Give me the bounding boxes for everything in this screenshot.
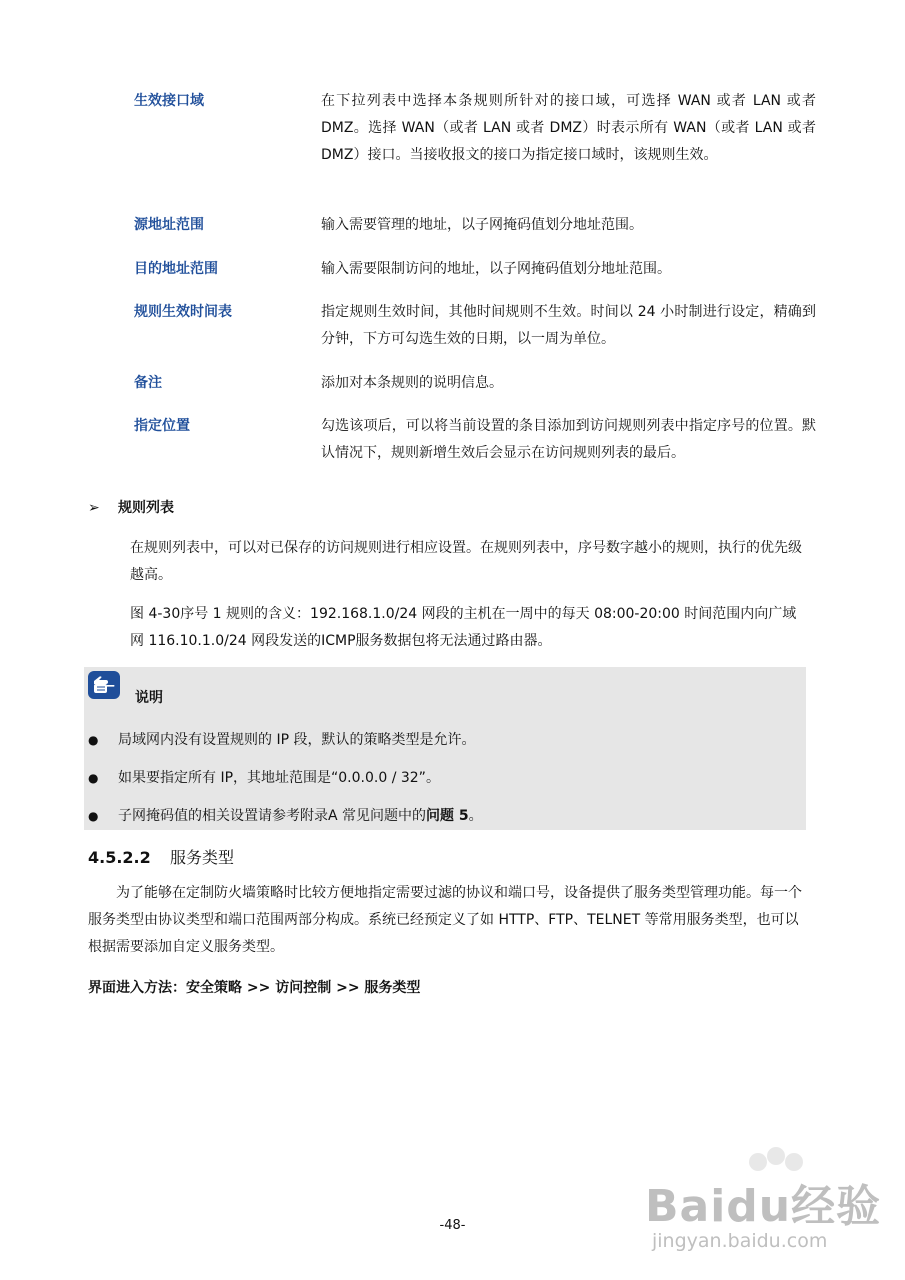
note-item-link: 问题 5	[426, 808, 469, 824]
page-number: -48-	[439, 1218, 466, 1233]
definition-description: 在下拉列表中选择本条规则所针对的接口域，可选择 WAN 或者 LAN 或者 DMZ。选择 WAN（或者 LAN 或者 DMZ）时表示所有 WAN（或者 LAN 或者 DMZ）接口。当接收报文的接口为指定接口域时，该规则生效。	[321, 93, 816, 163]
rule-list-heading	[88, 498, 174, 518]
note-item	[88, 730, 788, 750]
note-item-suffix: 。	[468, 808, 483, 824]
note-item	[88, 806, 788, 826]
pointing-hand-icon	[88, 671, 120, 699]
section-heading	[88, 846, 234, 870]
definition-description: 指定规则生效时间，其他时间规则不生效。时间以 24 小时制进行设定，精确到分钟，下方可勾选生效的日期，以一周为单位。	[321, 304, 816, 347]
watermark-url: jingyan.baidu.com	[652, 1230, 828, 1252]
definition-description: 添加对本条规则的说明信息。	[321, 375, 503, 391]
bullet-dot-icon: ●	[88, 771, 99, 785]
navigation-path: 界面进入方法：安全策略 >> 访问控制 >> 服务类型	[88, 980, 421, 996]
definition-description: 勾选该项后，可以将当前设置的条目添加到访问规则列表中指定序号的位置。默认情况下，规则新增生效后会显示在访问规则列表的最后。	[321, 418, 816, 461]
note-item-text: 如果要指定所有 IP，其地址范围是“0.0.0.0 / 32”。	[118, 770, 440, 786]
definition-term: 备注	[134, 375, 162, 391]
section-body: 为了能够在定制防火墙策略时比较方便地指定需要过滤的协议和端口号，设备提供了服务类型管理功能。每一个服务类型由协议类型和端口范围两部分构成。系统已经预定义了如 HTTP、FTP、TELNET 等常用服务类型，也可以根据需要添加自定义服务类型。	[88, 885, 802, 955]
watermark-logo: Baidu经验	[645, 1181, 882, 1232]
section-title: 服务类型	[170, 848, 235, 867]
note-item-text: 局域网内没有设置规则的 IP 段，默认的策略类型是允许。	[118, 732, 476, 748]
definition-term: 目的地址范围	[134, 261, 218, 277]
definition-term: 生效接口域	[134, 93, 204, 109]
definition-description: 输入需要管理的地址，以子网掩码值划分地址范围。	[321, 217, 643, 233]
bullet-dot-icon: ●	[88, 809, 99, 823]
section-number: 4.5.2.2	[88, 848, 151, 867]
note-item-text: 子网掩码值的相关设置请参考附录A 常见问题中的	[118, 808, 427, 824]
definition-term: 源地址范围	[134, 217, 204, 233]
bullet-dot-icon: ●	[88, 733, 99, 747]
rule-list-figure-caption: 图 4-30序号 1 规则的含义：192.168.1.0/24 网段的主机在一周中的每天 08:00-20:00 时间范围内向广域网 116.10.1.0/24 网段发送的ICMP服务数据包将无法通过路由器。	[130, 606, 797, 649]
definition-description: 输入需要限制访问的地址，以子网掩码值划分地址范围。	[321, 261, 671, 277]
definition-term: 指定位置	[134, 418, 190, 434]
note-title: 说明	[135, 690, 163, 706]
definition-term: 规则生效时间表	[134, 304, 232, 320]
arrow-bullet-icon: ➢	[88, 500, 100, 516]
rule-list-paragraph: 在规则列表中，可以对已保存的访问规则进行相应设置。在规则列表中，序号数字越小的规则，执行的优先级越高。	[130, 540, 802, 583]
note-item	[88, 768, 788, 788]
rule-list-heading-text: 规则列表	[118, 500, 174, 516]
